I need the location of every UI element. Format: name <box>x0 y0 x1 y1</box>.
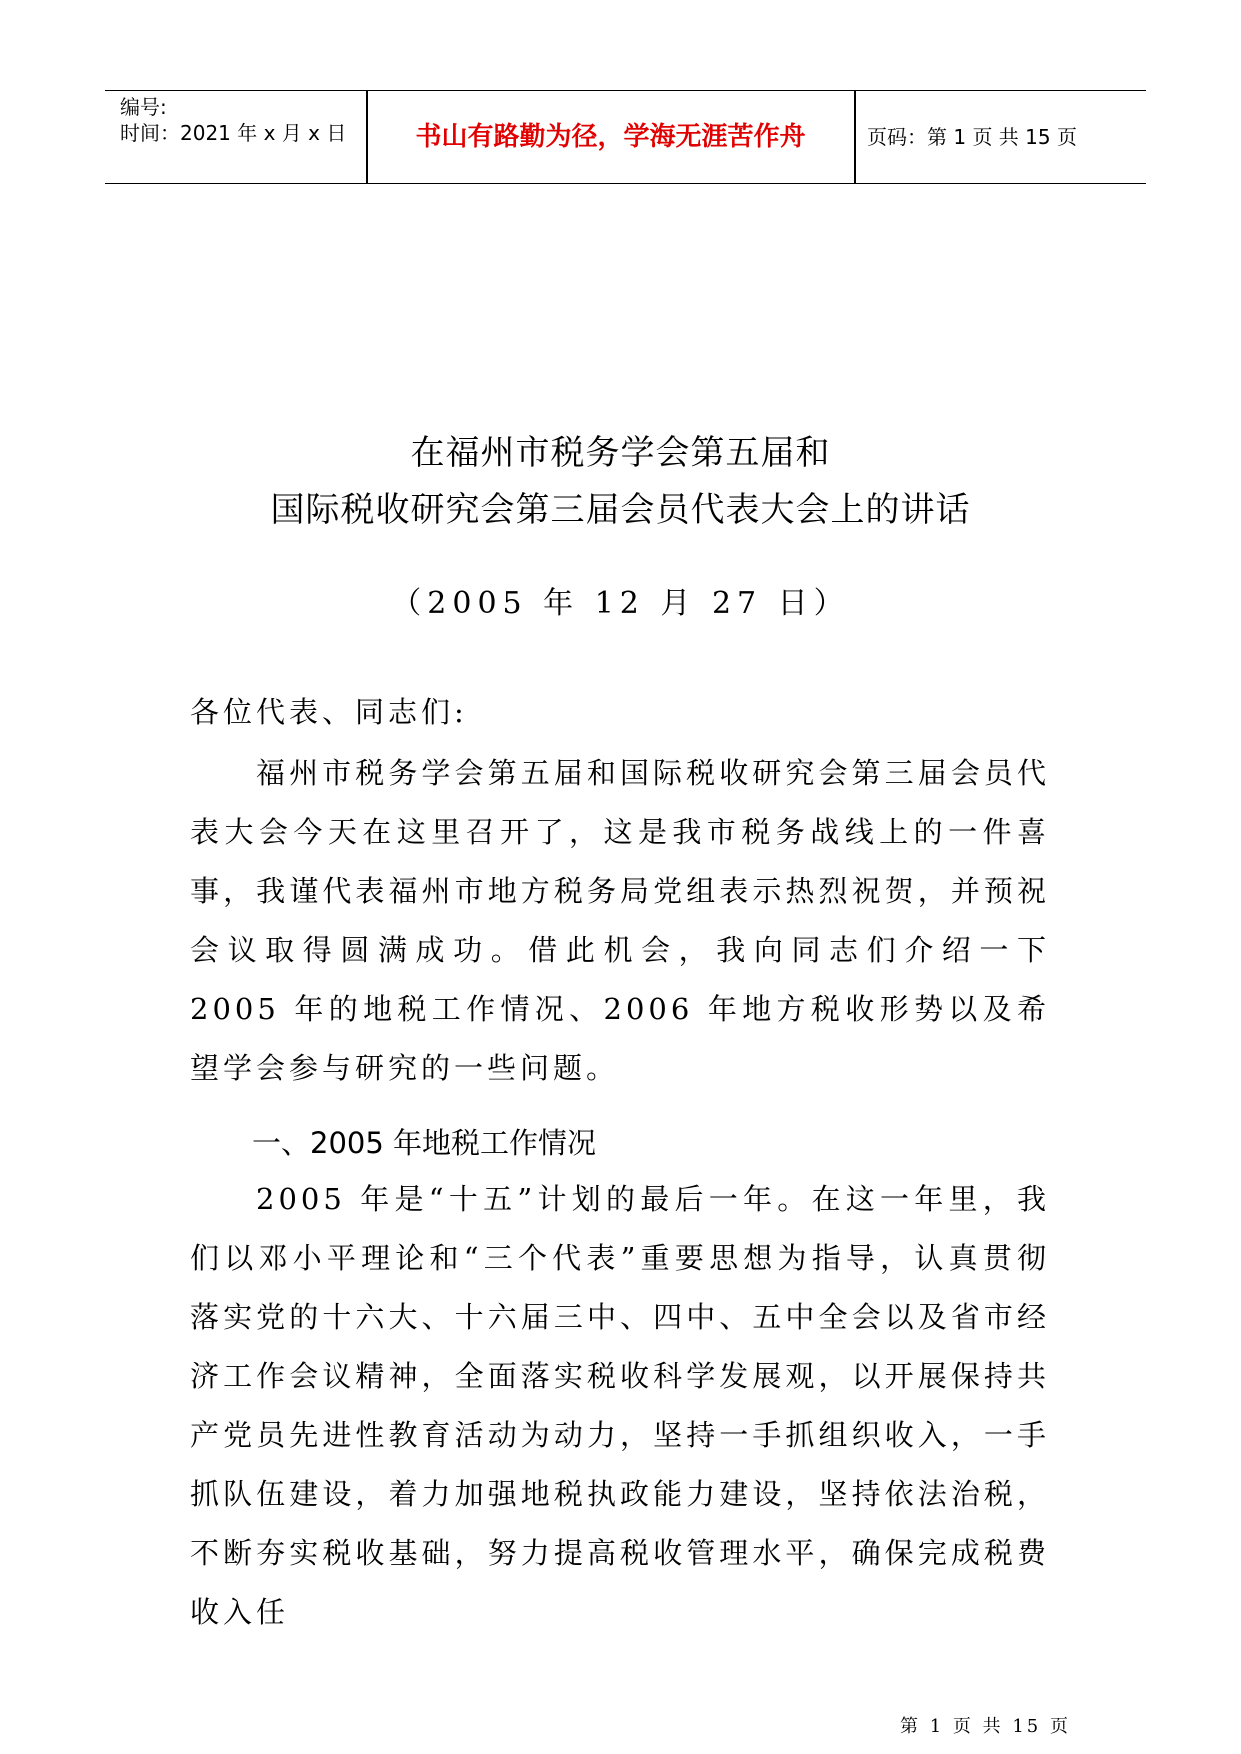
header-motto: 书山有路勤为径，学海无涯苦作舟 <box>415 122 806 152</box>
header-divider <box>854 91 856 183</box>
page-footer: 第 1 页 共 15 页 <box>900 1716 1071 1737</box>
header-page-info: 页码：第 1 页 共 15 页 <box>867 125 1077 149</box>
paragraph-section1: 2005 年是“十五”计划的最后一年。在这一年里，我们以邓小平理论和“三个代表”重要思想为指导，认真贯彻落实党的十六大、十六届三中、四中、五中全会以及省市经济工作会议精神，全面落实税收科学发展观，以开展保持共产党员先进性教育活动为动力，坚持一手抓组织收入，一手抓队伍建设，着力加强地税执政能力建设，坚持依法治税，不断夯实税收基础，努力提高税收管理水平，确保完成税费收入任 <box>190 1182 1050 1629</box>
section-heading: 一、2005 年地税工作情况 <box>252 1126 597 1160</box>
paragraph-intro: 福州市税务学会第五届和国际税收研究会第三届会员代表大会今天在这里召开了，这是我市税务战线上的一件喜事，我谨代表福州市地方税务局党组表示热烈祝贺，并预祝会议取得圆满成功。借此机会，我向同志们介绍一下 2005 年的地税工作情况、2006 年地方税收形势以及希望学会参与研究的一些问题。 <box>190 756 1050 1085</box>
document-title-line2: 国际税收研究会第三届会员代表大会上的讲话 <box>270 490 971 530</box>
document-title-line1: 在福州市税务学会第五届和 <box>410 433 831 473</box>
number-label: 编号: <box>120 95 167 119</box>
document-header <box>105 90 1146 184</box>
salutation: 各位代表、同志们: <box>190 695 468 729</box>
time-label: 时间：2021 年 x 月 x 日 <box>120 121 347 145</box>
document-date: （2005 年 12 月 27 日） <box>391 586 850 621</box>
